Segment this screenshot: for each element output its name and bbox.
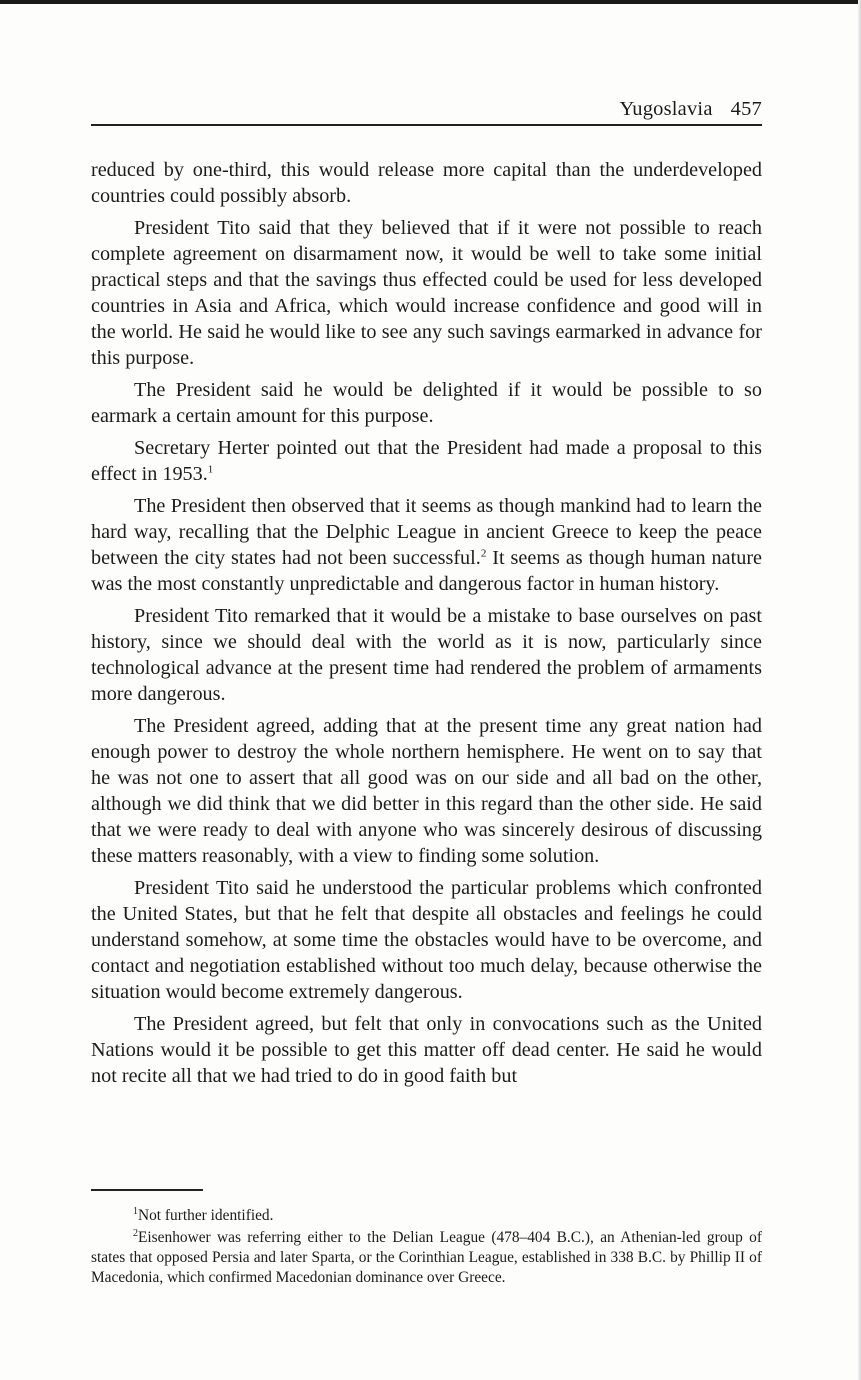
paragraph xyxy=(91,435,762,487)
scan-edge-top xyxy=(0,0,861,4)
page-number: 457 xyxy=(730,98,762,120)
footnote-text: Not further identified. xyxy=(138,1207,274,1224)
running-head-title: Yugoslavia xyxy=(619,98,713,120)
footnote-ref: 2 xyxy=(480,547,487,560)
paragraph: reduced by one-third, this would release more capital than the underdeveloped countries could possibly absorb. xyxy=(91,159,762,207)
paragraph: The President agreed, but felt that only in convocations such as the United Nations would it be possible to get this matter off dead center. He said he would not recite all that we had tried to do in good faith but xyxy=(91,1013,762,1087)
footnote xyxy=(91,1228,762,1288)
footnotes xyxy=(91,1206,762,1290)
footnote-divider xyxy=(91,1189,203,1191)
running-head xyxy=(91,96,762,126)
book-page xyxy=(91,96,762,1095)
paragraph-text: Secretary Herter pointed out that the President had made a proposal to this effect in 1953. xyxy=(91,437,762,485)
footnote-ref: 1 xyxy=(207,463,214,476)
paragraph: President Tito said he understood the particular problems which confronted the United States, but that he felt that despite all obstacles and feelings he could understand somehow, at some time the obstacles would have to be overcome, and contact and negotiation established without too much delay, because otherwise the situation would become extremely dangerous. xyxy=(91,877,762,1003)
paragraph: President Tito said that they believed that if it were not possible to reach complete agreement on disarmament now, it would be well to take some initial practical steps and that the savings thus effected could be used for less developed countries in Asia and Africa, which would increase confidence and good will in the world. He said he would like to see any such savings earmarked in advance for this purpose. xyxy=(91,217,762,369)
paragraph-text: It seems as though human nature was the most constantly unpredictable and dangerous factor in human history. xyxy=(91,547,762,595)
paragraph-text: The President then observed that it seems as though mankind had to learn the hard way, recalling that the Delphic League in ancient Greece to keep the peace between the city states had not been successful. xyxy=(91,495,762,569)
footnote-number: 1 xyxy=(133,1205,138,1217)
paragraph: The President said he would be delighted if it would be possible to so earmark a certain amount for this purpose. xyxy=(91,379,762,427)
body-text xyxy=(91,157,762,1089)
paragraph: President Tito remarked that it would be a mistake to base ourselves on past history, since we should deal with the world as it is now, particularly since technological advance at the present time had rendered the problem of armaments more dangerous. xyxy=(91,605,762,705)
paragraph xyxy=(91,493,762,597)
footnote-number: 2 xyxy=(133,1227,138,1239)
footnote-text: Eisenhower was referring either to the Delian League (478–404 B.C.), an Athenian-led group of states that opposed Persia and later Sparta, or the Corinthian League, established in 338 B.C. by Phillip II of Macedonia, which confirmed Macedonian dominance over Greece. xyxy=(91,1229,762,1286)
footnote xyxy=(91,1206,762,1226)
paragraph: The President agreed, adding that at the present time any great nation had enough power to destroy the whole northern hemisphere. He went on to say that he was not one to assert that all good was on our side and all bad on the other, although we did think that we did better in this regard than the other side. He said that we were ready to deal with anyone who was sincerely desirous of discussing these matters reasonably, with a view to finding some solution. xyxy=(91,715,762,867)
